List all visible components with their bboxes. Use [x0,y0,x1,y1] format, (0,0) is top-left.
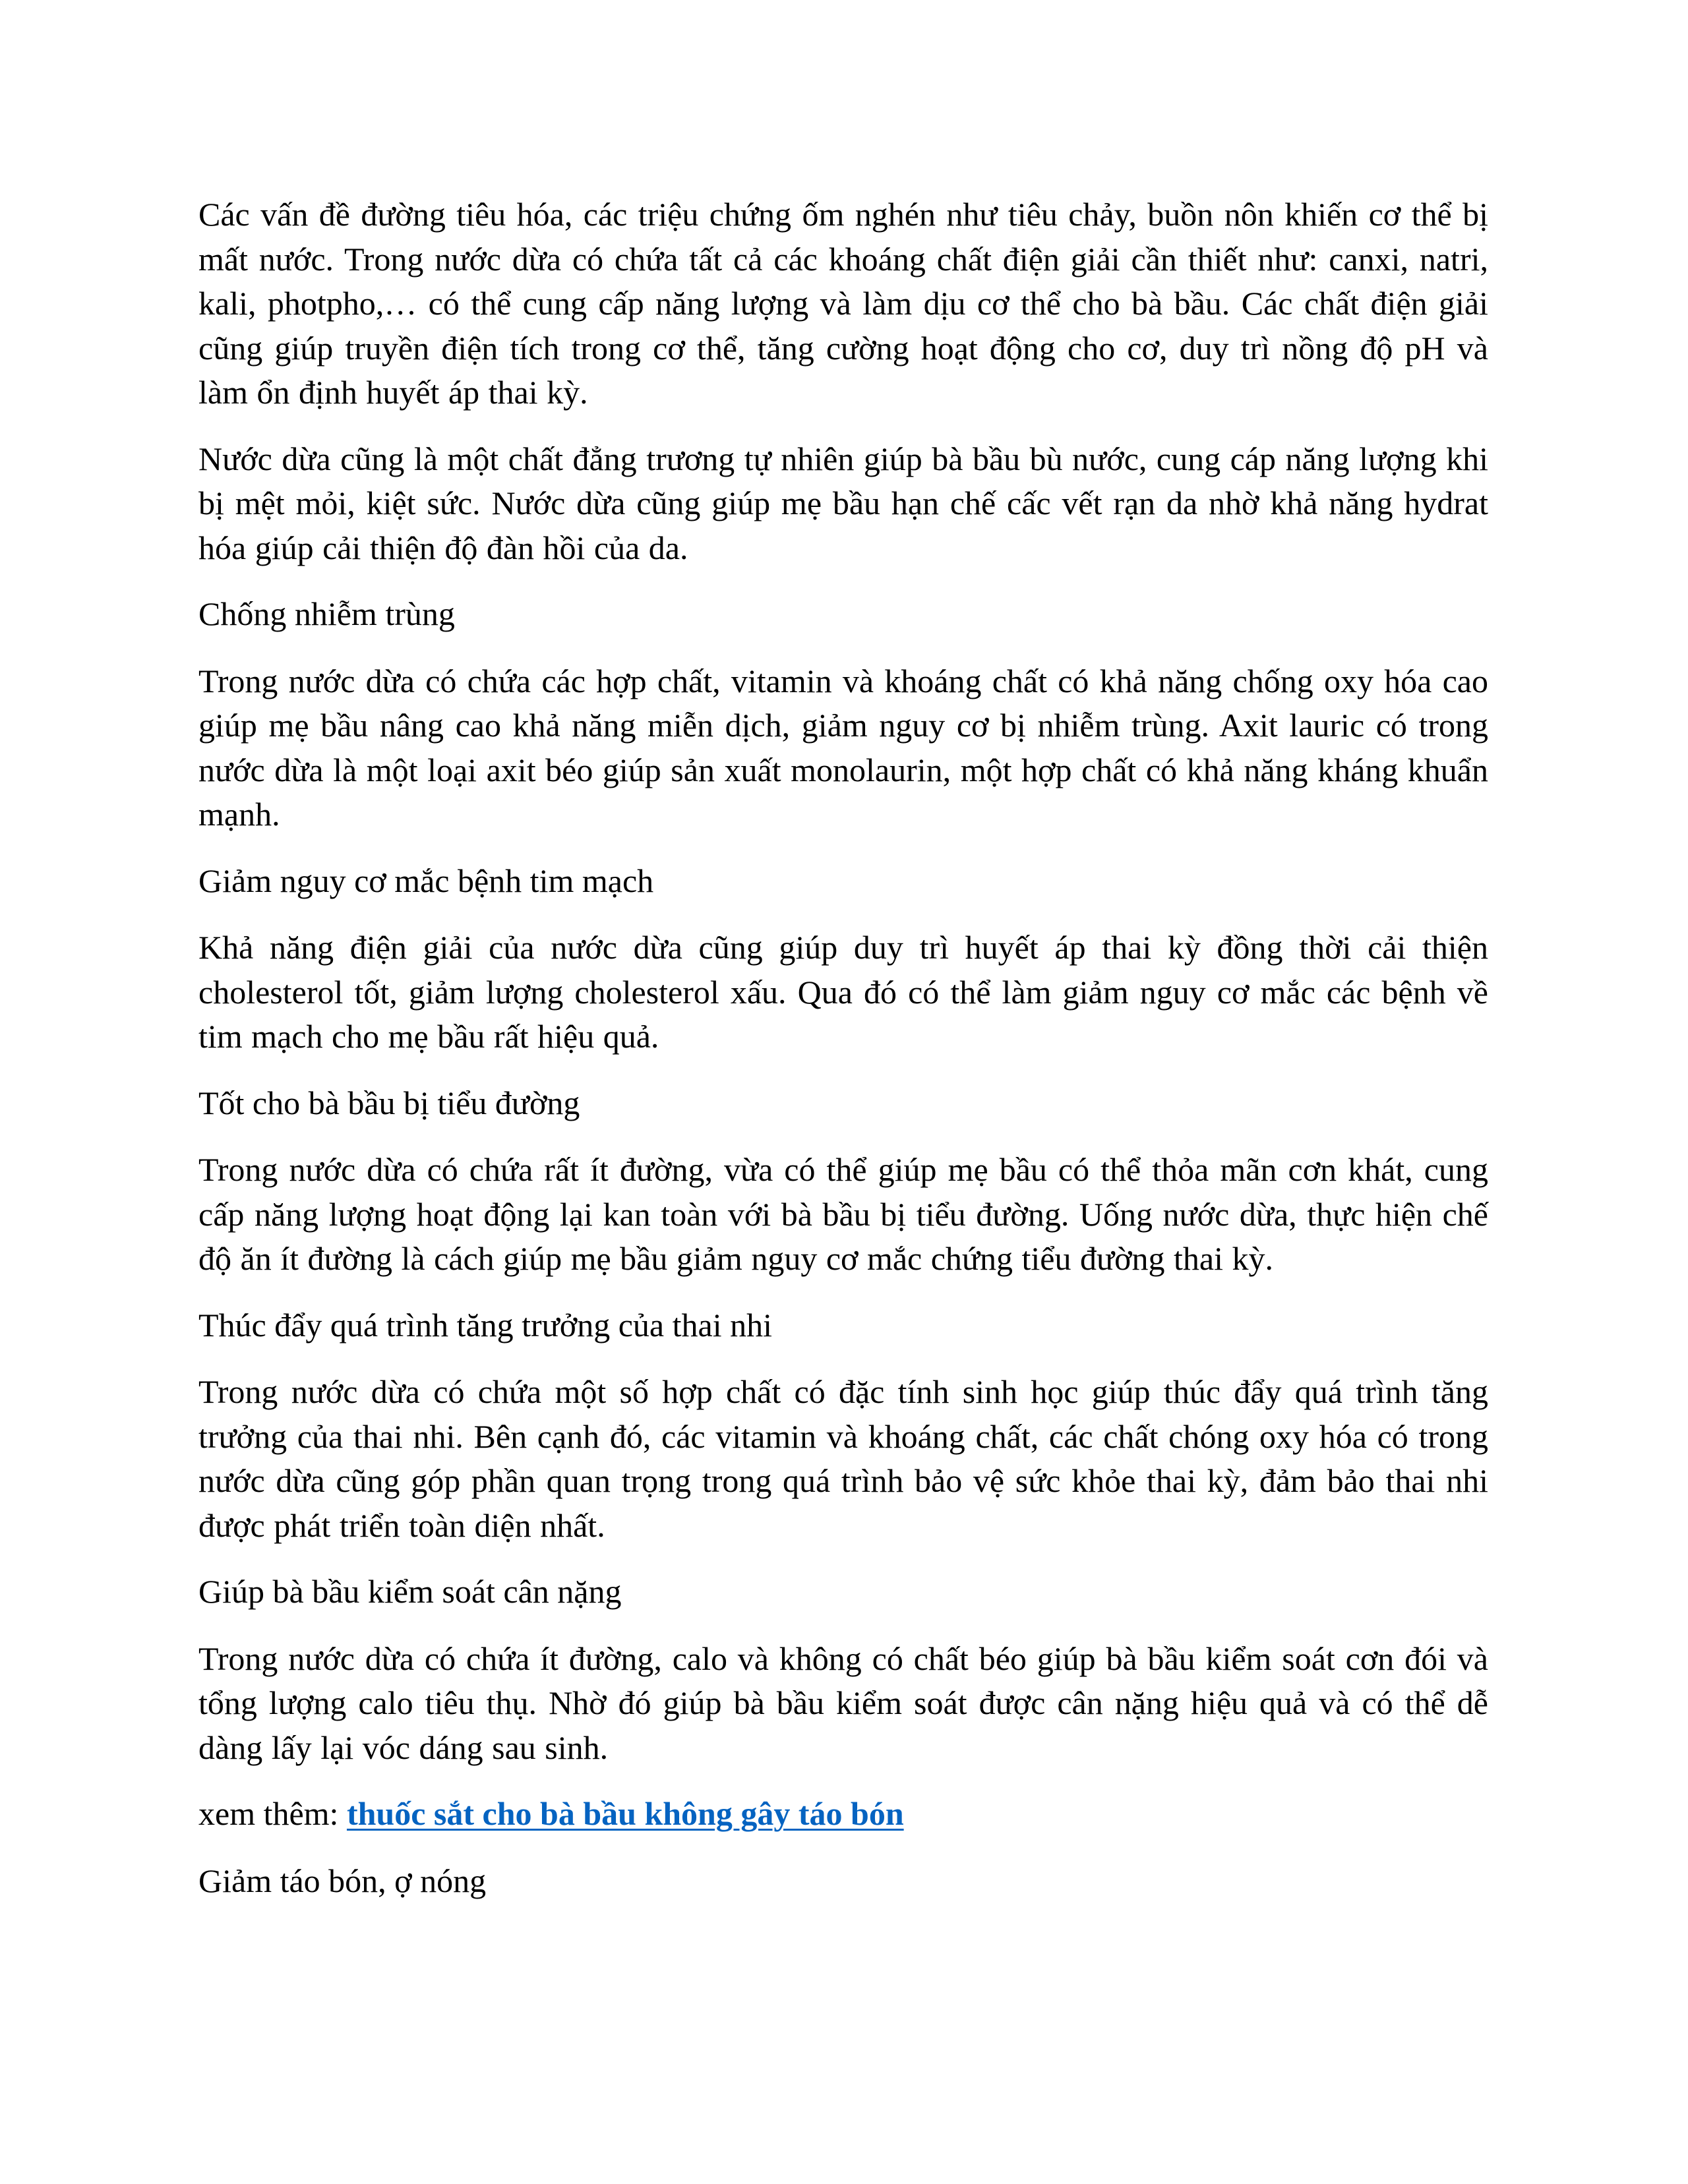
paragraph-fetal-growth: Trong nước dừa có chứa một số hợp chất có đặc tính sinh học giúp thúc đẩy quá trình tăng trưởng của thai nhi. Bên cạnh đó, các vitamin và khoáng chất, các chất chóng oxy hóa có trong nước dừa cũng góp phần quan trọng trong quá trình bảo vệ sức khỏe thai kỳ, đảm bảo thai nhi được phát triển toàn diện nhất. [198,1373,1488,1544]
heading-heart-disease: Giảm nguy cơ mắc bệnh tim mạch [198,862,654,899]
heading-constipation: Giảm táo bón, ợ nóng [198,1862,487,1899]
see-also-link[interactable]: thuốc sắt cho bà bầu không gây táo bón [346,1795,904,1832]
heading-weight-control: Giúp bà bầu kiểm soát cân nặng [198,1573,622,1610]
see-also-line [198,1792,1488,1837]
heading-anti-infection: Chống nhiễm trùng [198,595,455,632]
paragraph-heart-disease: Khả năng điện giải của nước dừa cũng giúp duy trì huyết áp thai kỳ đồng thời cải thiện cholesterol tốt, giảm lượng cholesterol xấu. Qua đó có thể làm giảm nguy cơ mắc các bệnh về tim mạch cho mẹ bầu rất hiệu quả. [198,929,1488,1055]
document-body [198,192,1488,1926]
paragraph-diabetes: Trong nước dừa có chứa rất ít đường, vừa có thể giúp mẹ bầu có thể thỏa mãn cơn khát, cung cấp năng lượng hoạt động lại kan toàn với bà bầu bị tiểu đường. Uống nước dừa, thực hiện chế độ ăn ít đường là cách giúp mẹ bầu giảm nguy cơ mắc chứng tiểu đường thai kỳ. [198,1151,1488,1277]
paragraph-weight-control: Trong nước dừa có chứa ít đường, calo và không có chất béo giúp bà bầu kiểm soát cơn đói và tổng lượng calo tiêu thụ. Nhờ đó giúp bà bầu kiểm soát được cân nặng hiệu quả và có thể dễ dàng lấy lại vóc dáng sau sinh. [198,1639,1488,1766]
paragraph-electrolytes: Các vấn đề đường tiêu hóa, các triệu chứng ốm nghén như tiêu chảy, buồn nôn khiến cơ thể bị mất nước. Trong nước dừa có chứa tất cả các khoáng chất điện giải cần thiết như: canxi, natri, kali, photpho,… có thể cung cấp năng lượng và làm dịu cơ thể cho bà bầu. Các chất điện giải cũng giúp truyền điện tích trong cơ thể, tăng cường hoạt động cho cơ, duy trì nồng độ pH và làm ổn định huyết áp thai kỳ. [198,196,1488,411]
paragraph-anti-infection: Trong nước dừa có chứa các hợp chất, vitamin và khoáng chất có khả năng chống oxy hóa cao giúp mẹ bầu nâng cao khả năng miễn dịch, giảm nguy cơ bị nhiễm trùng. Axit lauric có trong nước dừa là một loại axit béo giúp sản xuất monolaurin, một hợp chất có khả năng kháng khuẩn mạnh. [198,662,1488,833]
heading-fetal-growth: Thúc đẩy quá trình tăng trưởng của thai nhi [198,1306,772,1343]
paragraph-isotonic-hydration: Nước dừa cũng là một chất đẳng trương tự nhiên giúp bà bầu bù nước, cung cáp năng lượng khi bị mệt mỏi, kiệt sức. Nước dừa cũng giúp mẹ bầu hạn chế cấc vết rạn da nhờ khả năng hydrat hóa giúp cải thiện độ đàn hồi của da. [198,440,1488,566]
see-also-prefix: xem thêm: [198,1795,347,1832]
heading-diabetes: Tốt cho bà bầu bị tiểu đường [198,1084,580,1121]
